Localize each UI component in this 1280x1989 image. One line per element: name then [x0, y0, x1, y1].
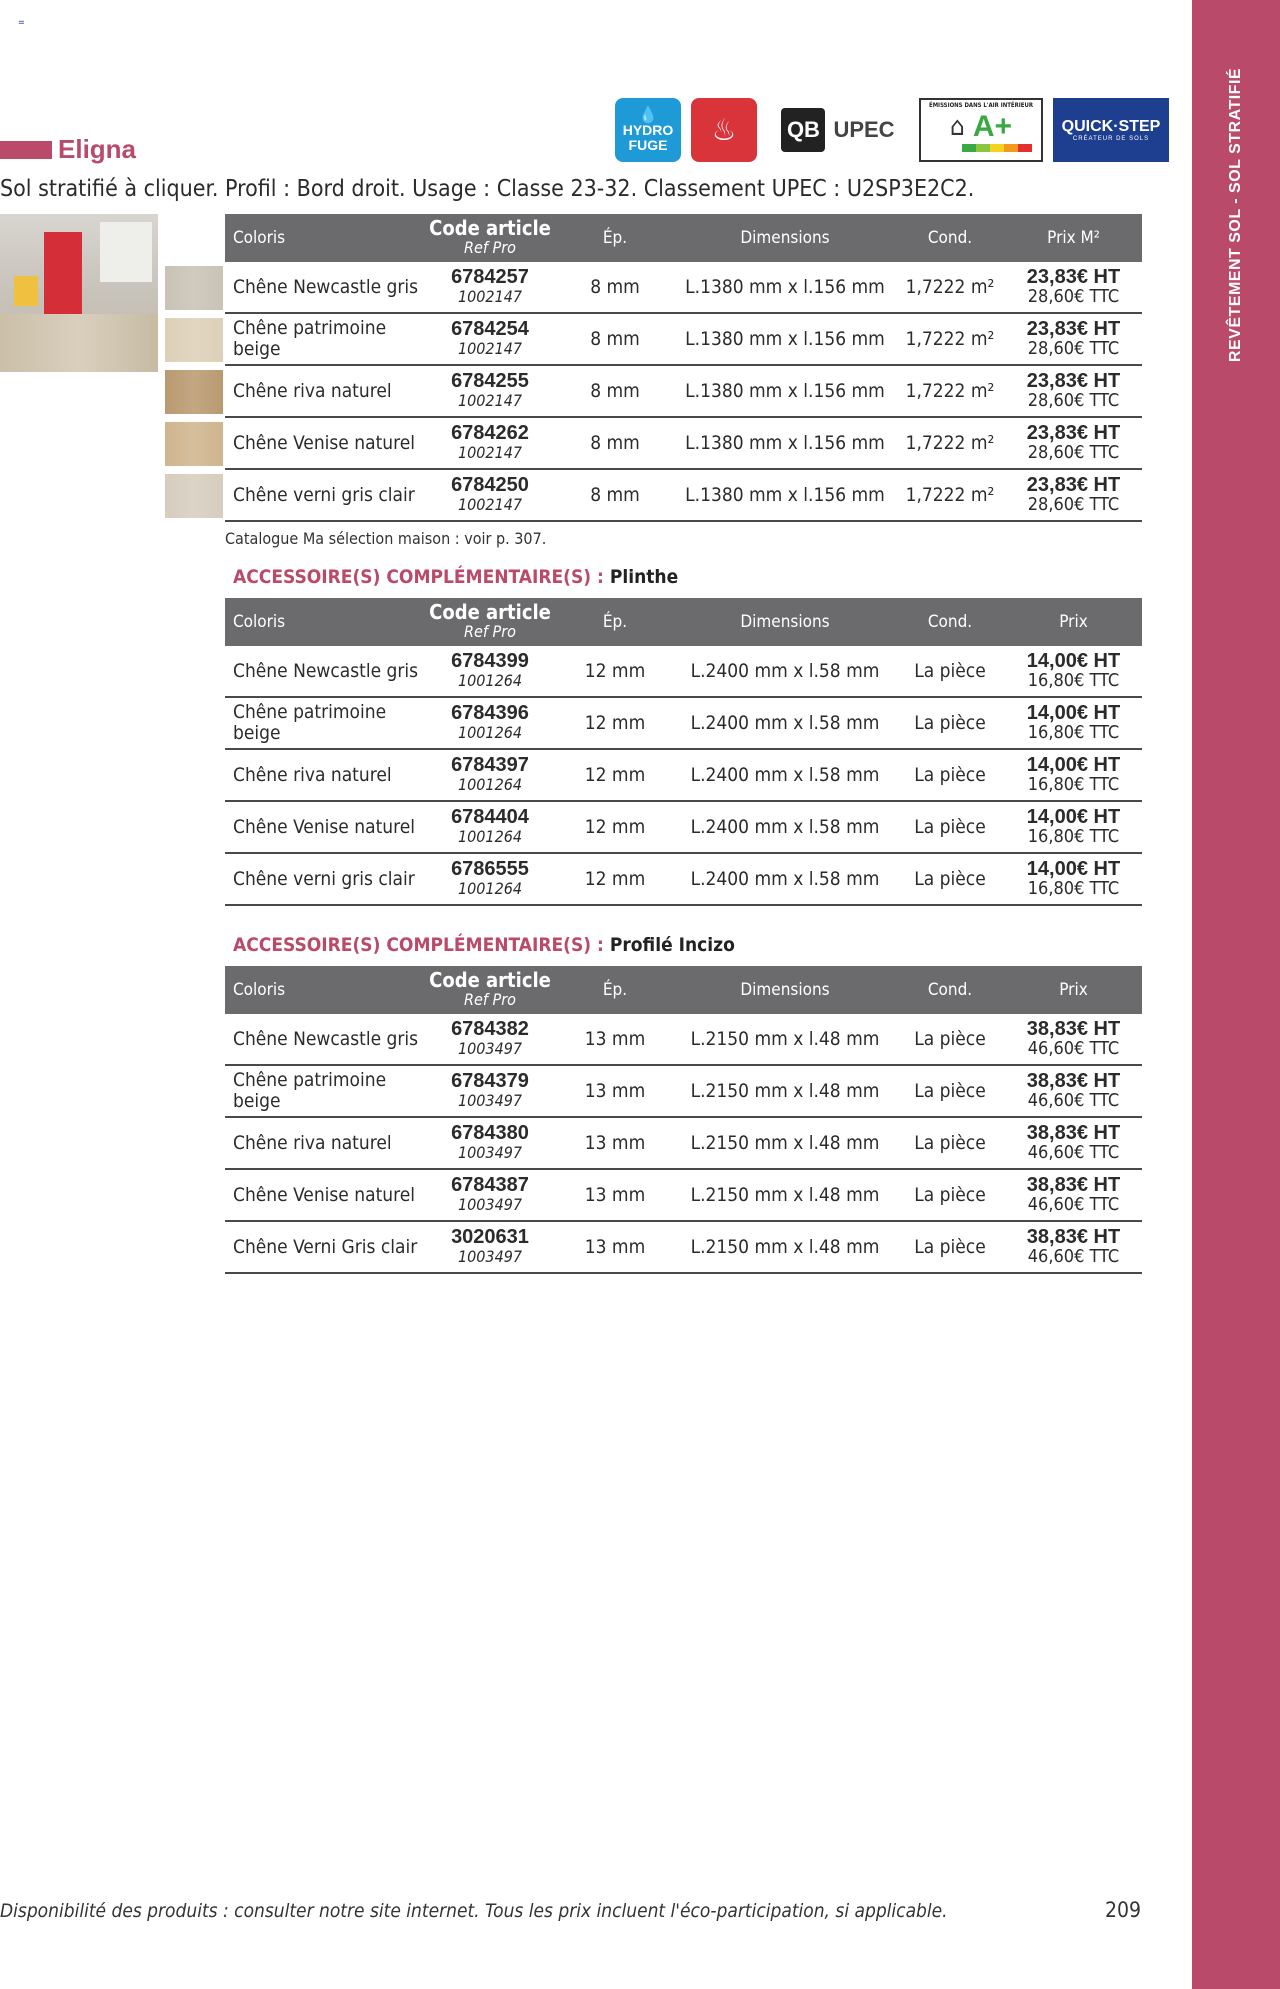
price-ttc: 28,60€ TTC — [1027, 442, 1120, 463]
section-label: ACCESSOIRE(S) COMPLÉMENTAIRE(S) : — [233, 934, 604, 956]
price-ttc: 28,60€ TTC — [1027, 390, 1120, 411]
cell-cond: La pièce — [914, 1080, 986, 1102]
ref-pro: 1001264 — [457, 723, 523, 742]
ref-pro: 1003497 — [457, 1143, 523, 1162]
cell-cond: La pièce — [914, 764, 986, 786]
section-title-plinthe — [233, 566, 678, 588]
cell-cond: 1,7222 m² — [905, 432, 995, 454]
cell-ep: 13 mm — [584, 1080, 646, 1102]
wood-swatch — [165, 266, 223, 310]
cell-prix — [1005, 1176, 1142, 1214]
price-ttc: 28,60€ TTC — [1027, 494, 1120, 515]
header-code — [425, 968, 555, 1009]
catalogue-note: Catalogue Ma sélection maison : voir p. 307. — [225, 529, 547, 548]
article-code: 6784250 — [451, 474, 529, 496]
cell-code — [425, 1176, 555, 1214]
cell-cond: La pièce — [914, 816, 986, 838]
cell-prix — [1005, 808, 1142, 846]
cell-code — [425, 1228, 555, 1266]
article-code: 6784380 — [451, 1122, 529, 1144]
cell-code — [425, 704, 555, 742]
cell-dimensions: L.2400 mm x l.58 mm — [690, 816, 880, 838]
header-dimensions: Dimensions — [740, 612, 830, 632]
cell-coloris: Chêne verni gris clair — [233, 867, 415, 890]
header-coloris: Coloris — [233, 611, 286, 632]
cell-ep: 8 mm — [590, 380, 640, 402]
ref-pro: 1002147 — [457, 287, 523, 306]
article-code: 6784262 — [451, 422, 529, 444]
price-ht: 38,83€ HT — [1026, 1174, 1121, 1196]
article-code: 6784396 — [451, 702, 529, 724]
cell-prix — [1005, 1124, 1142, 1162]
upec-text: UPEC — [833, 117, 895, 142]
table-body — [225, 262, 1142, 522]
price-ht: 14,00€ HT — [1026, 806, 1121, 828]
cell-dimensions: L.2400 mm x l.58 mm — [690, 712, 880, 734]
cell-ep: 13 mm — [584, 1236, 646, 1258]
section-side-label: REVÊTEMENT SOL - SOL STRATIFIÉ — [1227, 67, 1244, 363]
cell-cond: 1,7222 m² — [905, 380, 995, 402]
cell-ep: 12 mm — [584, 868, 646, 890]
cell-ep: 12 mm — [584, 712, 646, 734]
cell-coloris: Chêne patrimoine beige — [233, 1069, 387, 1112]
cell-cond: La pièce — [914, 1132, 986, 1154]
ref-pro: 1001264 — [457, 775, 523, 794]
cell-code — [425, 424, 555, 462]
price-ttc: 28,60€ TTC — [1027, 286, 1120, 307]
header-ref-label: Ref Pro — [464, 990, 516, 1009]
ref-pro: 1002147 — [457, 339, 523, 358]
table-header — [225, 214, 1142, 262]
price-ht: 23,83€ HT — [1026, 474, 1121, 496]
header-ref-label: Ref Pro — [464, 622, 516, 641]
cell-ep: 12 mm — [584, 816, 646, 838]
cell-prix — [1005, 652, 1142, 690]
ref-pro: 1001264 — [457, 827, 523, 846]
cell-code — [425, 320, 555, 358]
cell-coloris: Chêne patrimoine beige — [233, 317, 387, 360]
table-row — [225, 698, 1142, 750]
table-row — [225, 854, 1142, 906]
cell-coloris: Chêne Venise naturel — [233, 431, 415, 454]
header-coloris: Coloris — [233, 979, 286, 1000]
cell-ep: 12 mm — [584, 764, 646, 786]
cell-dimensions: L.1380 mm x l.156 mm — [685, 276, 885, 298]
cell-coloris: Chêne Newcastle gris — [233, 659, 419, 682]
table-row — [225, 1170, 1142, 1222]
cell-ep: 8 mm — [590, 484, 640, 506]
cell-coloris: Chêne riva naturel — [233, 379, 392, 402]
wood-swatch — [165, 318, 223, 362]
cell-coloris: Chêne Newcastle gris — [233, 275, 419, 298]
wood-swatch — [165, 422, 223, 466]
table-row — [225, 366, 1142, 418]
cell-ep: 8 mm — [590, 328, 640, 350]
cell-prix — [1005, 756, 1142, 794]
cell-cond: La pièce — [914, 1236, 986, 1258]
price-ttc: 46,60€ TTC — [1027, 1246, 1120, 1267]
cell-prix — [1005, 476, 1142, 514]
emission-rating-logo — [919, 98, 1043, 162]
table-row — [225, 750, 1142, 802]
ref-pro: 1003497 — [457, 1247, 523, 1266]
cell-coloris: Chêne riva naturel — [233, 763, 392, 786]
header-code — [425, 600, 555, 641]
price-ht: 14,00€ HT — [1026, 754, 1121, 776]
cell-cond: La pièce — [914, 660, 986, 682]
price-ht: 14,00€ HT — [1026, 858, 1121, 880]
product-title: Eligna — [58, 134, 137, 164]
cell-prix — [1005, 372, 1142, 410]
cell-prix — [1005, 1020, 1142, 1058]
qb-mark: QB — [781, 108, 825, 152]
ref-pro: 1002147 — [457, 391, 523, 410]
wood-swatch — [165, 370, 223, 414]
header-dimensions: Dimensions — [740, 228, 830, 248]
emission-scale — [962, 144, 1032, 152]
table-body — [225, 1014, 1142, 1274]
table-row — [225, 314, 1142, 366]
article-code: 6784404 — [451, 806, 529, 828]
table-row — [225, 646, 1142, 698]
article-code: 6784255 — [451, 370, 529, 392]
price-ttc: 16,80€ TTC — [1027, 878, 1120, 899]
article-code: 6784257 — [451, 266, 529, 288]
certification-logos — [615, 98, 1169, 162]
table-row — [225, 802, 1142, 854]
cell-prix — [1005, 1228, 1142, 1266]
header-dimensions: Dimensions — [740, 980, 830, 1000]
quickstep-name: QUICK·STEP — [1061, 118, 1161, 135]
header-cond: Cond. — [927, 980, 973, 1000]
ref-pro: 1001264 — [457, 879, 523, 898]
cell-dimensions: L.2150 mm x l.48 mm — [690, 1028, 880, 1050]
cell-ep: 8 mm — [590, 276, 640, 298]
cell-ep: 13 mm — [584, 1028, 646, 1050]
cell-code — [425, 372, 555, 410]
cell-cond: La pièce — [914, 1028, 986, 1050]
table-row — [225, 1118, 1142, 1170]
corner-mark: = — [18, 18, 25, 28]
price-ht: 38,83€ HT — [1026, 1226, 1121, 1248]
page-number: 209 — [1105, 1898, 1142, 1922]
cell-code — [425, 1072, 555, 1110]
ref-pro: 1002147 — [457, 495, 523, 514]
emission-grade: A+ — [972, 110, 1013, 143]
cell-dimensions: L.2150 mm x l.48 mm — [690, 1236, 880, 1258]
price-ttc: 46,60€ TTC — [1027, 1090, 1120, 1111]
price-ttc: 46,60€ TTC — [1027, 1038, 1120, 1059]
cell-cond: La pièce — [914, 712, 986, 734]
ref-pro: 1003497 — [457, 1091, 523, 1110]
cell-prix — [1005, 1072, 1142, 1110]
cell-prix — [1005, 860, 1142, 898]
header-ep: Ép. — [602, 612, 628, 632]
room-photo — [0, 214, 158, 372]
cell-ep: 8 mm — [590, 432, 640, 454]
header-cond: Cond. — [927, 612, 973, 632]
cell-code — [425, 476, 555, 514]
cell-dimensions: L.2400 mm x l.58 mm — [690, 868, 880, 890]
wood-swatch — [165, 474, 223, 518]
cell-ep: 12 mm — [584, 660, 646, 682]
house-icon: ⌂ — [949, 112, 965, 142]
section-title-incizo — [233, 934, 735, 956]
section-name: Profilé Incizo — [609, 934, 735, 956]
cell-prix — [1005, 704, 1142, 742]
cell-dimensions: L.1380 mm x l.156 mm — [685, 432, 885, 454]
article-code: 6784397 — [451, 754, 529, 776]
price-ttc: 16,80€ TTC — [1027, 826, 1120, 847]
price-ht: 38,83€ HT — [1026, 1070, 1121, 1092]
cell-cond: 1,7222 m² — [905, 328, 995, 350]
header-prix: Prix — [1059, 979, 1088, 1000]
cell-cond: La pièce — [914, 1184, 986, 1206]
cell-coloris: Chêne Verni Gris clair — [233, 1235, 418, 1258]
emission-label: ÉMISSIONS DANS L'AIR INTÉRIEUR — [929, 102, 1033, 109]
header-cond: Cond. — [927, 228, 973, 248]
cell-cond: 1,7222 m² — [905, 276, 995, 298]
article-code: 6784382 — [451, 1018, 529, 1040]
cell-dimensions: L.1380 mm x l.156 mm — [685, 484, 885, 506]
hydrofuge-logo — [615, 98, 681, 162]
cell-coloris: Chêne Newcastle gris — [233, 1027, 419, 1050]
ref-pro: 1003497 — [457, 1039, 523, 1058]
quickstep-subtitle: CRÉATEUR DE SOLS — [1072, 136, 1150, 142]
cell-prix — [1005, 268, 1142, 306]
cell-dimensions: L.1380 mm x l.156 mm — [685, 380, 885, 402]
header-ep: Ép. — [602, 980, 628, 1000]
cell-dimensions: L.2400 mm x l.58 mm — [690, 660, 880, 682]
price-ht: 38,83€ HT — [1026, 1122, 1121, 1144]
cell-code — [425, 1124, 555, 1162]
article-code: 6786555 — [451, 858, 529, 880]
cell-dimensions: L.2150 mm x l.48 mm — [690, 1132, 880, 1154]
table-body — [225, 646, 1142, 906]
footer-disclaimer: Disponibilité des produits : consulter notre site internet. Tous les prix incluent l'éco-participation, si applicable. — [0, 1900, 948, 1922]
header-prix-m2: Prix M² — [1047, 227, 1100, 248]
price-ttc: 16,80€ TTC — [1027, 722, 1120, 743]
quickstep-logo — [1053, 98, 1169, 162]
header-coloris: Coloris — [233, 227, 286, 248]
qb-upec-logo — [767, 98, 909, 162]
header-code — [425, 216, 555, 257]
cell-coloris: Chêne riva naturel — [233, 1131, 392, 1154]
cell-dimensions: L.2150 mm x l.48 mm — [690, 1080, 880, 1102]
price-ht: 23,83€ HT — [1026, 370, 1121, 392]
cell-code — [425, 756, 555, 794]
cell-code — [425, 652, 555, 690]
table-row — [225, 470, 1142, 522]
cell-code — [425, 1020, 555, 1058]
incizo-table — [225, 966, 1142, 1274]
section-label: ACCESSOIRE(S) COMPLÉMENTAIRE(S) : — [233, 566, 604, 588]
cell-dimensions: L.2150 mm x l.48 mm — [690, 1184, 880, 1206]
article-code: 6784399 — [451, 650, 529, 672]
article-code: 6784379 — [451, 1070, 529, 1092]
cell-coloris: Chêne Venise naturel — [233, 815, 415, 838]
table-row — [225, 1014, 1142, 1066]
product-description: Sol stratifié à cliquer. Profil : Bord droit. Usage : Classe 23-32. Classement UPEC : U2SP3E2C2. — [0, 176, 975, 202]
cell-code — [425, 808, 555, 846]
header-prix: Prix — [1059, 611, 1088, 632]
cell-ep: 13 mm — [584, 1132, 646, 1154]
table-row — [225, 262, 1142, 314]
table-row — [225, 1222, 1142, 1274]
price-ht: 23,83€ HT — [1026, 266, 1121, 288]
fuge-text: FUGE — [628, 136, 668, 153]
hydro-text: HYDRO — [622, 121, 674, 138]
section-name: Plinthe — [609, 566, 679, 588]
article-code: 6784387 — [451, 1174, 529, 1196]
table-header — [225, 966, 1142, 1014]
article-code: 6784254 — [451, 318, 529, 340]
header-code-label: Code article — [429, 216, 551, 240]
cell-cond: La pièce — [914, 868, 986, 890]
ref-pro: 1001264 — [457, 671, 523, 690]
price-ttc: 16,80€ TTC — [1027, 670, 1120, 691]
cell-cond: 1,7222 m² — [905, 484, 995, 506]
cell-code — [425, 268, 555, 306]
table-row — [225, 1066, 1142, 1118]
price-ht: 38,83€ HT — [1026, 1018, 1121, 1040]
cell-coloris: Chêne patrimoine beige — [233, 701, 387, 744]
price-ht: 14,00€ HT — [1026, 702, 1121, 724]
table-row — [225, 418, 1142, 470]
ref-pro: 1003497 — [457, 1195, 523, 1214]
cell-prix — [1005, 320, 1142, 358]
header-ref-label: Ref Pro — [464, 238, 516, 257]
cell-ep: 13 mm — [584, 1184, 646, 1206]
price-ttc: 16,80€ TTC — [1027, 774, 1120, 795]
header-ep: Ép. — [602, 228, 628, 248]
cell-coloris: Chêne Venise naturel — [233, 1183, 415, 1206]
title-accent-bar — [0, 141, 52, 159]
table-header — [225, 598, 1142, 646]
price-ht: 23,83€ HT — [1026, 318, 1121, 340]
price-ttc: 46,60€ TTC — [1027, 1194, 1120, 1215]
cell-coloris: Chêne verni gris clair — [233, 483, 415, 506]
water-drop-icon: 💧 — [638, 106, 658, 124]
plinthe-table — [225, 598, 1142, 906]
ref-pro: 1002147 — [457, 443, 523, 462]
cell-dimensions: L.1380 mm x l.156 mm — [685, 328, 885, 350]
cell-prix — [1005, 424, 1142, 462]
price-ht: 14,00€ HT — [1026, 650, 1121, 672]
cell-dimensions: L.2400 mm x l.58 mm — [690, 764, 880, 786]
header-code-label: Code article — [429, 968, 551, 992]
price-ttc: 46,60€ TTC — [1027, 1142, 1120, 1163]
header-code-label: Code article — [429, 600, 551, 624]
floor-heating-icon: ♨ — [691, 98, 757, 162]
article-code: 3020631 — [451, 1226, 529, 1248]
product-table — [225, 214, 1142, 522]
cell-code — [425, 860, 555, 898]
price-ht: 23,83€ HT — [1026, 422, 1121, 444]
price-ttc: 28,60€ TTC — [1027, 338, 1120, 359]
